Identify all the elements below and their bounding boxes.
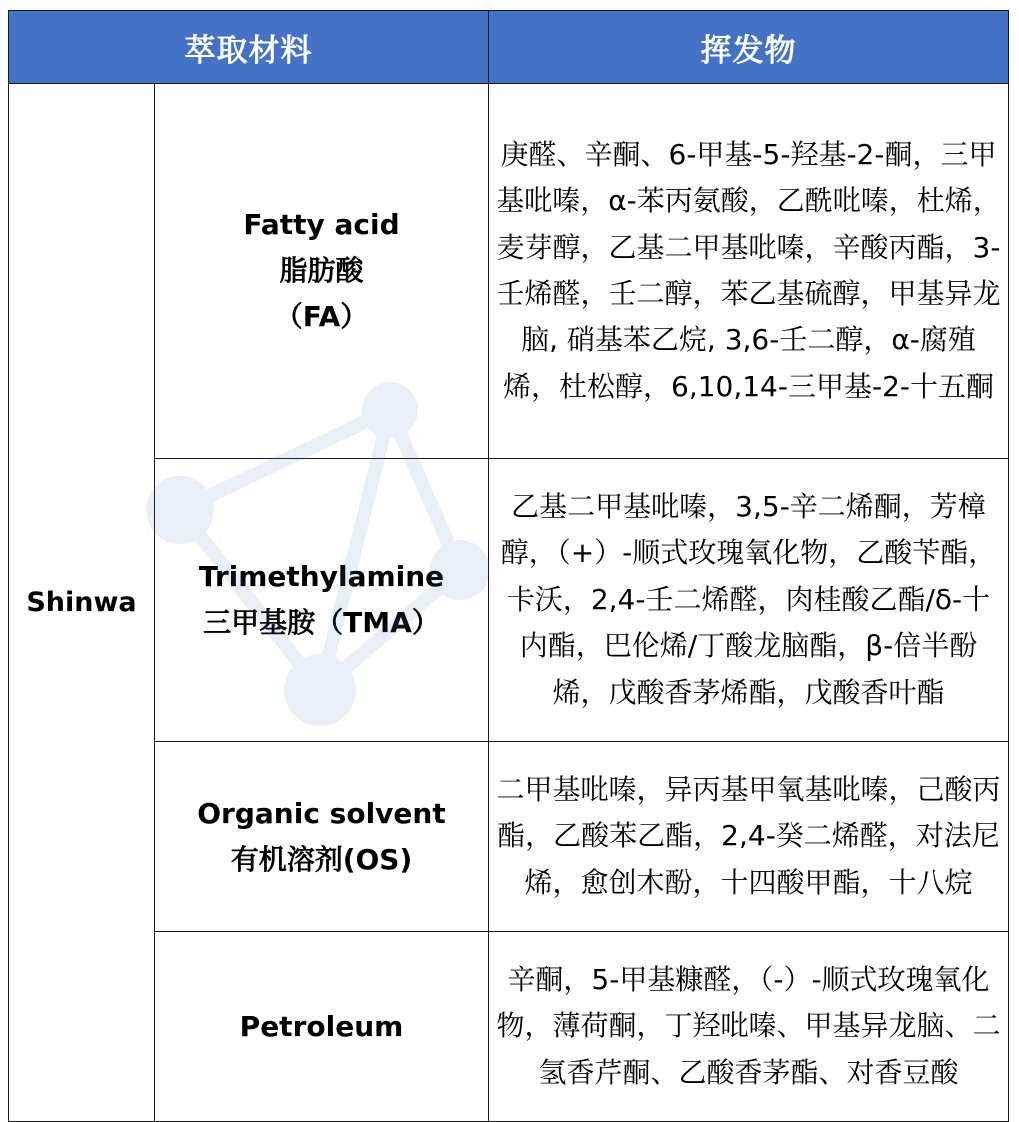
volatiles-table <box>8 10 1009 1122</box>
header-volatiles: 挥发物 <box>489 11 1009 84</box>
volatiles-cell: 乙基二甲基吡嗪，3,5-辛二烯酮，芳樟醇，（+）-顺式玫瑰氧化物，乙酸苄酯，卡沃，2,4-壬二烯醛，肉桂酸乙酯/δ-十内酯，巴伦烯/丁酸龙脑酯，β-倍半酚烯，戊酸香茅烯酯，戊酸香叶酯 <box>489 459 1009 742</box>
material-name-en: Fatty acid <box>243 208 400 241</box>
material-name-en: Trimethylamine <box>198 560 445 593</box>
header-row <box>9 11 1009 84</box>
material-cell <box>155 459 489 742</box>
volatiles-cell: 二甲基吡嗪，异丙基甲氧基吡嗪，己酸丙酯，乙酸苯乙酯，2,4-癸二烯醛，对法尼烯，愈创木酚，十四酸甲酯，十八烷 <box>489 742 1009 932</box>
group-label-cell: Shinwa <box>9 84 155 1122</box>
volatiles-cell: 辛酮，5-甲基糠醛，（-）-顺式玫瑰氧化物，薄荷酮，丁羟吡嗪、甲基异龙脑、二氢香芹酮、乙酸香茅酯、对香豆酸 <box>489 932 1009 1122</box>
table-row <box>9 84 1009 459</box>
material-name-zh: 脂肪酸 <box>279 254 364 287</box>
material-name-en: Petroleum <box>239 1009 404 1043</box>
material-cell <box>155 742 489 932</box>
header-extraction-material: 萃取材料 <box>9 11 489 84</box>
material-cell <box>155 932 489 1122</box>
table-row <box>9 459 1009 742</box>
material-abbr: （FA） <box>274 300 369 333</box>
material-name-zh: 三甲基胺（TMA） <box>203 606 440 639</box>
table-row <box>9 742 1009 932</box>
material-cell <box>155 84 489 459</box>
table-row <box>9 932 1009 1122</box>
material-name-en: Organic solvent <box>197 796 446 830</box>
volatiles-cell: 庚醛、辛酮、6-甲基-5-羟基-2-酮，三甲基吡嗪，α-苯丙氨酸，乙酰吡嗪，杜烯，麦芽醇，乙基二甲基吡嗪，辛酸丙酯，3-壬烯醛，壬二醇，苯乙基硫醇，甲基异龙脑, 硝基苯乙烷, 3,6-壬二醇，α-腐殖烯，杜松醇，6,10,14-三甲基-2-十五酮 <box>489 84 1009 459</box>
material-name-zh: 有机溶剂(OS) <box>230 842 413 876</box>
